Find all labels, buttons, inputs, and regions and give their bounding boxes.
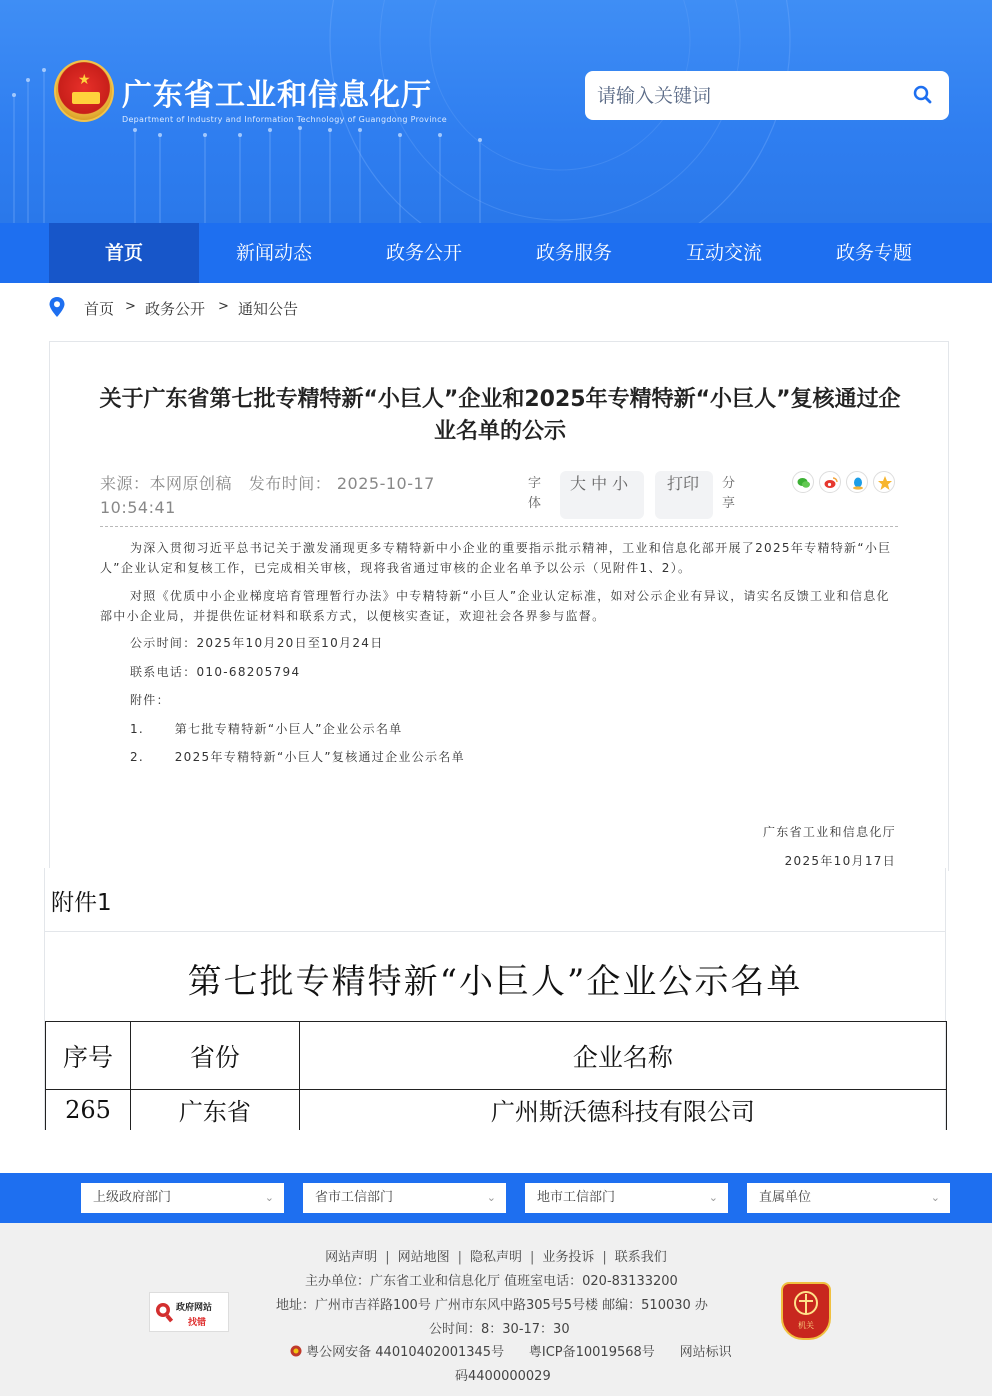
attachment-link-1[interactable]: 1. 第七批专精特新“小巨人”企业公示名单 [130, 722, 403, 736]
site-title[interactable]: 广东省工业和信息化厅 [122, 78, 432, 113]
select-superior-departments[interactable] [81, 1183, 284, 1213]
footer-links [0, 1246, 992, 1265]
badge-text: 找错 [188, 1318, 207, 1328]
breadcrumb-notices[interactable]: 通知公告 [238, 300, 299, 318]
font-size-switch[interactable]: 大 中 小 [560, 471, 644, 519]
font-size-label: 字体 [528, 476, 542, 511]
gate-icon [72, 92, 100, 104]
footer-link-privacy[interactable]: 隐私声明 [469, 1250, 522, 1265]
attachment-preview [44, 868, 946, 1130]
breadcrumb-home[interactable]: 首页 [84, 300, 115, 318]
qzone-icon[interactable] [873, 471, 895, 493]
national-emblem-logo [54, 60, 114, 122]
chevron-down-icon: ⌄ [264, 1191, 274, 1204]
print-button[interactable]: 打印 [655, 471, 713, 519]
attachment-divider [45, 931, 945, 932]
cell-index: 265 [46, 1090, 131, 1130]
table-row [46, 1090, 947, 1130]
footer-link-sitemap[interactable]: 网站地图 [397, 1250, 450, 1265]
site-footer [0, 1223, 992, 1396]
magnifier-icon [154, 1301, 174, 1323]
attachment-link-2[interactable]: 2. 2025年专精特新“小巨人”复核通过企业公示名单 [130, 750, 465, 764]
cell-company: 广州斯沃德科技有限公司 [299, 1090, 946, 1130]
search-icon[interactable] [913, 85, 933, 105]
breadcrumb-separator: > [125, 299, 136, 314]
select-label: 省市工信部门 [315, 1190, 394, 1205]
site-header [0, 0, 992, 223]
footer-security [290, 1341, 732, 1360]
article-title: 关于广东省第七批专精特新“小巨人”企业和2025年专精特新“小巨人”复核通过企业名单的公示 [99, 387, 901, 444]
footer-divider: | [602, 1250, 607, 1265]
attachments-heading: 附件： [130, 693, 170, 707]
share-label: 分享 [722, 476, 736, 511]
search-box[interactable] [585, 71, 949, 120]
police-badge-icon [290, 1345, 302, 1357]
table-header-row [46, 1022, 947, 1090]
article-paragraph: 为深入贯彻习近平总书记关于激发涌现更多专精特新中小企业的重要指示批示精神，工业和信息化部开展了2025年专精特新“小巨人”企业认定和复核工作，已完成相关审核，现将我省通过审核的企业名单予以公示（见附件1、2）。 [100, 541, 892, 575]
gov-website-error-report-badge[interactable] [149, 1292, 229, 1332]
chevron-down-icon: ⌄ [486, 1191, 496, 1204]
meta-divider [100, 526, 898, 527]
attachment-label: 附件1 [51, 890, 112, 916]
nav-item-topics[interactable]: 政务专题 [835, 242, 912, 264]
party-government-organ-badge[interactable] [781, 1282, 831, 1340]
breadcrumb-separator: > [218, 299, 229, 314]
select-provincial-departments[interactable] [303, 1183, 506, 1213]
cell-province: 广东省 [130, 1090, 299, 1130]
search-input[interactable] [597, 81, 897, 111]
site-subtitle: Department of Industry and Information Technology of Guangdong Province [122, 115, 448, 124]
article-panel [49, 341, 949, 871]
signature-org: 广东省工业和信息化厅 [762, 825, 896, 839]
wechat-icon[interactable] [792, 471, 814, 493]
badge-text: 机关 [798, 1321, 814, 1330]
footer-security-text[interactable]: 粤公网安备 44010402001345号 粤ICP备10019568号 网站标识 [306, 1345, 732, 1360]
badge-text: 政府网站 [176, 1303, 213, 1313]
star-icon: ★ [78, 72, 91, 88]
column-header-company: 企业名称 [299, 1022, 946, 1090]
footer-divider: | [530, 1250, 535, 1265]
footer-link-complaints[interactable]: 业务投诉 [542, 1250, 595, 1265]
signature-date: 2025年10月17日 [784, 854, 896, 868]
footer-address: 地址：广州市吉祥路100号 广州市东风中路305号5号楼 邮编：510030 办 [276, 1298, 708, 1313]
footer-divider: | [385, 1250, 390, 1265]
attachment-title: 第七批专精特新“小巨人”企业公示名单 [187, 962, 803, 1002]
select-label: 直属单位 [759, 1190, 812, 1205]
nav-item-services[interactable]: 政务服务 [535, 242, 612, 264]
article-publish-time: 发布时间： 2025-10-17 10:54:41 [100, 474, 435, 517]
footer-host: 主办单位：广东省工业和信息化厅 值班室电话：020-83133200 [305, 1274, 678, 1289]
nav-item-open-government[interactable]: 政务公开 [385, 242, 462, 264]
nav-item-home[interactable]: 首页 [49, 223, 199, 283]
chevron-down-icon: ⌄ [930, 1191, 940, 1204]
nav-item-news[interactable]: 新闻动态 [235, 242, 312, 264]
breadcrumb-open-government[interactable]: 政务公开 [145, 300, 206, 318]
footer-office-hours: 公时间：8：30-17：30 [429, 1322, 570, 1337]
emblem-glyph-icon [793, 1290, 819, 1316]
footer-divider: | [457, 1250, 462, 1265]
article-meta [100, 472, 480, 520]
article-paragraph: 对照《优质中小企业梯度培育管理暂行办法》中专精特新“小巨人”企业认定标准，如对公示企业有异议，请实名反馈工业和信息化部中小企业局，并提供佐证材料和联系方式，以便核实查证，欢迎社会各界参与监督。 [100, 589, 890, 623]
column-header-index: 序号 [46, 1022, 131, 1090]
footer-link-statement[interactable]: 网站声明 [325, 1250, 378, 1265]
select-label: 上级政府部门 [93, 1190, 172, 1205]
select-label: 地市工信部门 [537, 1190, 616, 1205]
contact-phone: 联系电话：010-68205794 [130, 665, 301, 679]
nav-item-interaction[interactable]: 互动交流 [685, 242, 762, 264]
main-nav [0, 223, 992, 283]
weibo-icon[interactable] [819, 471, 841, 493]
article-body [100, 538, 898, 634]
article-source: 来源：本网原创稿 [100, 474, 233, 493]
publicity-period: 公示时间：2025年10月20日至10月24日 [130, 636, 384, 650]
footer-site-code: 码4400000029 [455, 1369, 551, 1384]
company-table [45, 1021, 947, 1130]
select-affiliated-units[interactable] [747, 1183, 950, 1213]
qq-icon[interactable] [846, 471, 868, 493]
related-links-bar [0, 1173, 992, 1223]
select-city-departments[interactable] [525, 1183, 728, 1213]
chevron-down-icon: ⌄ [708, 1191, 718, 1204]
footer-link-contact[interactable]: 联系我们 [614, 1250, 667, 1265]
location-pin-icon [48, 296, 66, 318]
column-header-province: 省份 [130, 1022, 299, 1090]
